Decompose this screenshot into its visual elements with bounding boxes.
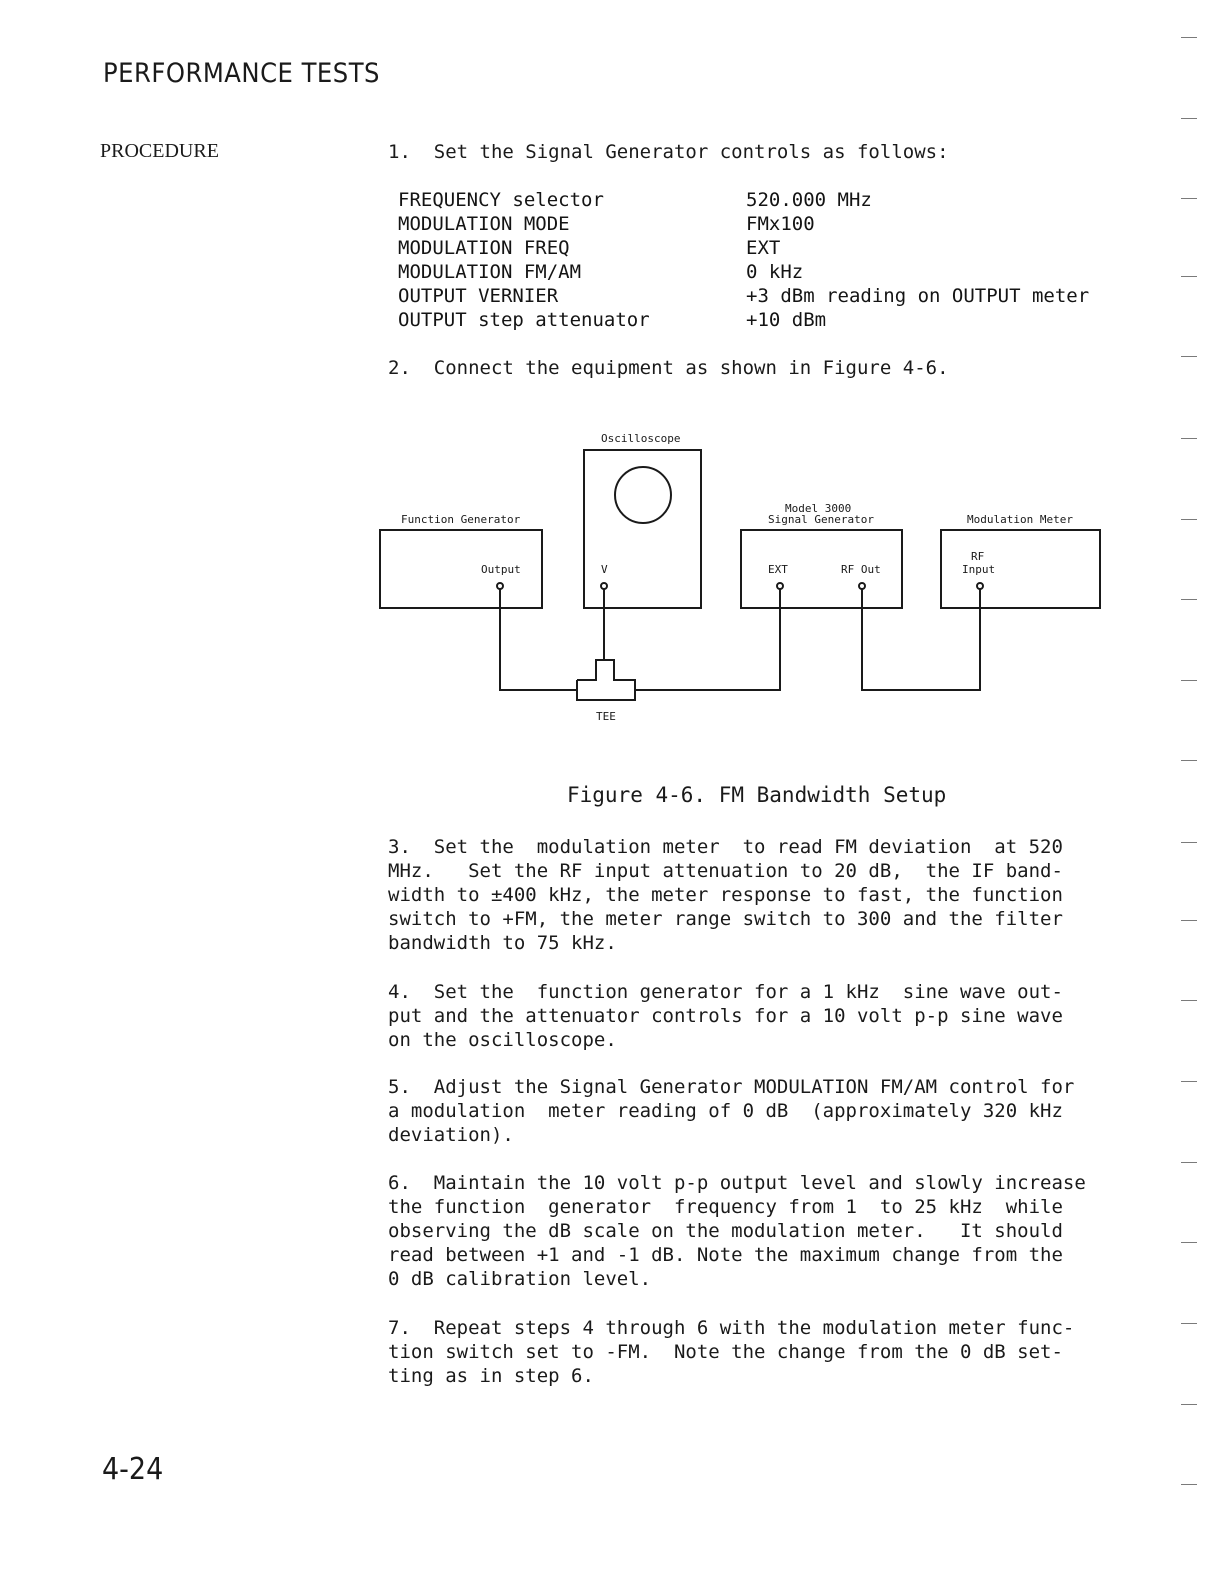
edge-mark bbox=[1181, 1484, 1197, 1485]
setting-control: FREQUENCY selector bbox=[398, 189, 604, 211]
setting-value: +10 dBm bbox=[746, 309, 827, 331]
cable-ext bbox=[635, 589, 780, 690]
oscilloscope-label: Oscilloscope bbox=[601, 432, 681, 445]
edge-mark bbox=[1181, 1242, 1197, 1243]
edge-mark bbox=[1181, 1162, 1197, 1163]
modulation-meter-port-label-2: Input bbox=[962, 563, 996, 576]
setting-value: EXT bbox=[746, 237, 781, 259]
section-label: PROCEDURE bbox=[100, 140, 219, 162]
cable-function-generator bbox=[500, 589, 577, 690]
edge-mark bbox=[1181, 1081, 1197, 1082]
edge-mark bbox=[1181, 519, 1197, 520]
step-4: 4. Set the function generator for a 1 kHz sine wave out- put and the attenuator controls for a 10 volt p-p sine wave on the oscilloscope. bbox=[388, 981, 1063, 1051]
edge-mark bbox=[1181, 920, 1197, 921]
cable-rf bbox=[862, 589, 980, 690]
edge-mark bbox=[1181, 198, 1197, 199]
edge-mark bbox=[1181, 356, 1197, 357]
page-number: 4-24 bbox=[102, 1452, 164, 1487]
edge-mark bbox=[1181, 118, 1197, 119]
edge-mark bbox=[1181, 438, 1197, 439]
edge-mark bbox=[1181, 680, 1197, 681]
edge-mark bbox=[1181, 599, 1197, 600]
edge-mark bbox=[1181, 760, 1197, 761]
edge-mark bbox=[1181, 842, 1197, 843]
function-generator-port-label: Output bbox=[481, 563, 521, 576]
step-7: 7. Repeat steps 4 through 6 with the modulation meter func- tion switch set to -FM. Note the change from the 0 dB set- ting as in step 6. bbox=[388, 1317, 1075, 1387]
edge-mark bbox=[1181, 1323, 1197, 1324]
step-1: 1. Set the Signal Generator controls as follows: bbox=[388, 141, 949, 163]
step-3: 3. Set the modulation meter to read FM deviation at 520 MHz. Set the RF input attenuation to 20 dB, the IF band- width to ±400 kHz, the meter response to fast, the function switch to +FM, the meter range switch to 300 and the filter bandwidth to 75 kHz. bbox=[388, 836, 1063, 954]
setting-control: MODULATION FREQ bbox=[398, 237, 570, 259]
signal-generator-rf-label: RF Out bbox=[841, 563, 881, 576]
signal-generator-model-label: Model 3000 bbox=[785, 502, 852, 515]
setting-value: FMx100 bbox=[746, 213, 815, 235]
edge-mark bbox=[1181, 37, 1197, 38]
edge-mark bbox=[1181, 1000, 1197, 1001]
setup-diagram bbox=[360, 420, 1120, 740]
setting-control: OUTPUT step attenuator bbox=[398, 309, 650, 331]
tee-connector bbox=[577, 660, 635, 700]
signal-generator-ext-label: EXT bbox=[768, 563, 788, 576]
setting-value: 0 kHz bbox=[746, 261, 804, 283]
figure-caption: Figure 4-6. FM Bandwidth Setup bbox=[567, 783, 947, 807]
page-title: PERFORMANCE TESTS bbox=[103, 58, 380, 89]
step-6: 6. Maintain the 10 volt p-p output level and slowly increase the function generator frequency from 1 to 25 kHz while observing the dB scale on the modulation meter. It should read between +1 and -1 dB. Note the maximum change from the 0 dB calibration level. bbox=[388, 1172, 1086, 1290]
step-2: 2. Connect the equipment as shown in Figure 4-6. bbox=[388, 357, 949, 379]
modulation-meter-label: Modulation Meter bbox=[967, 513, 1073, 526]
setting-control: MODULATION MODE bbox=[398, 213, 570, 235]
setting-control: OUTPUT VERNIER bbox=[398, 285, 559, 307]
modulation-meter-port-label: RF bbox=[971, 550, 985, 563]
oscilloscope-port-label: V bbox=[601, 563, 608, 576]
tee-label: TEE bbox=[596, 710, 616, 723]
edge-mark bbox=[1181, 276, 1197, 277]
edge-mark bbox=[1181, 1404, 1197, 1405]
function-generator-label: Function Generator bbox=[401, 513, 521, 526]
signal-generator-label: Signal Generator bbox=[768, 513, 874, 526]
oscilloscope-screen-icon bbox=[615, 467, 671, 523]
setting-value: +3 dBm reading on OUTPUT meter bbox=[746, 285, 1090, 307]
setting-control: MODULATION FM/AM bbox=[398, 261, 582, 283]
setting-value: 520.000 MHz bbox=[746, 189, 872, 211]
step-5: 5. Adjust the Signal Generator MODULATION FM/AM control for a modulation meter reading of 0 dB (approximately 320 kHz deviation). bbox=[388, 1076, 1075, 1146]
